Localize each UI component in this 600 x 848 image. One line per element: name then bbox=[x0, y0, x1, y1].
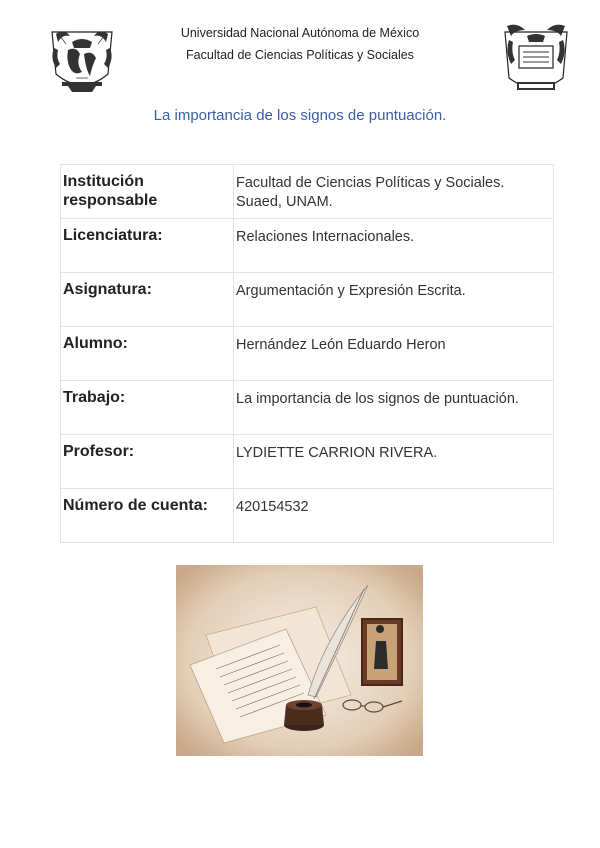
row-value: Argumentación y Expresión Escrita. bbox=[234, 273, 554, 327]
row-label: Licenciatura: bbox=[61, 219, 234, 273]
table-row bbox=[61, 435, 554, 489]
table-row bbox=[61, 273, 554, 327]
faculty-name: Facultad de Ciencias Políticas y Sociales bbox=[186, 48, 414, 62]
info-table bbox=[60, 164, 554, 543]
row-value: LYDIETTE CARRION RIVERA. bbox=[234, 435, 554, 489]
table-row bbox=[61, 327, 554, 381]
row-label: Trabajo: bbox=[61, 381, 234, 435]
document-title: La importancia de los signos de puntuación. bbox=[153, 107, 447, 124]
fcpys-seal-icon bbox=[497, 22, 575, 100]
row-value: Hernández León Eduardo Heron bbox=[234, 327, 554, 381]
table-row bbox=[61, 165, 554, 219]
document-header bbox=[0, 22, 600, 102]
table-row bbox=[61, 381, 554, 435]
table-row bbox=[61, 489, 554, 543]
row-label: Asignatura: bbox=[61, 273, 234, 327]
university-name: Universidad Nacional Autónoma de México bbox=[180, 26, 420, 40]
row-value: Facultad de Ciencias Políticas y Sociales. Suaed, UNAM. bbox=[234, 165, 554, 219]
row-label: Profesor: bbox=[61, 435, 234, 489]
row-label: Institución responsable bbox=[61, 165, 234, 219]
row-value: 420154532 bbox=[234, 489, 554, 543]
row-label: Alumno: bbox=[61, 327, 234, 381]
quill-and-letters-illustration bbox=[176, 565, 423, 756]
table-row bbox=[61, 219, 554, 273]
row-value: La importancia de los signos de puntuación. bbox=[234, 381, 554, 435]
row-label: Número de cuenta: bbox=[61, 489, 234, 543]
row-value: Relaciones Internacionales. bbox=[234, 219, 554, 273]
